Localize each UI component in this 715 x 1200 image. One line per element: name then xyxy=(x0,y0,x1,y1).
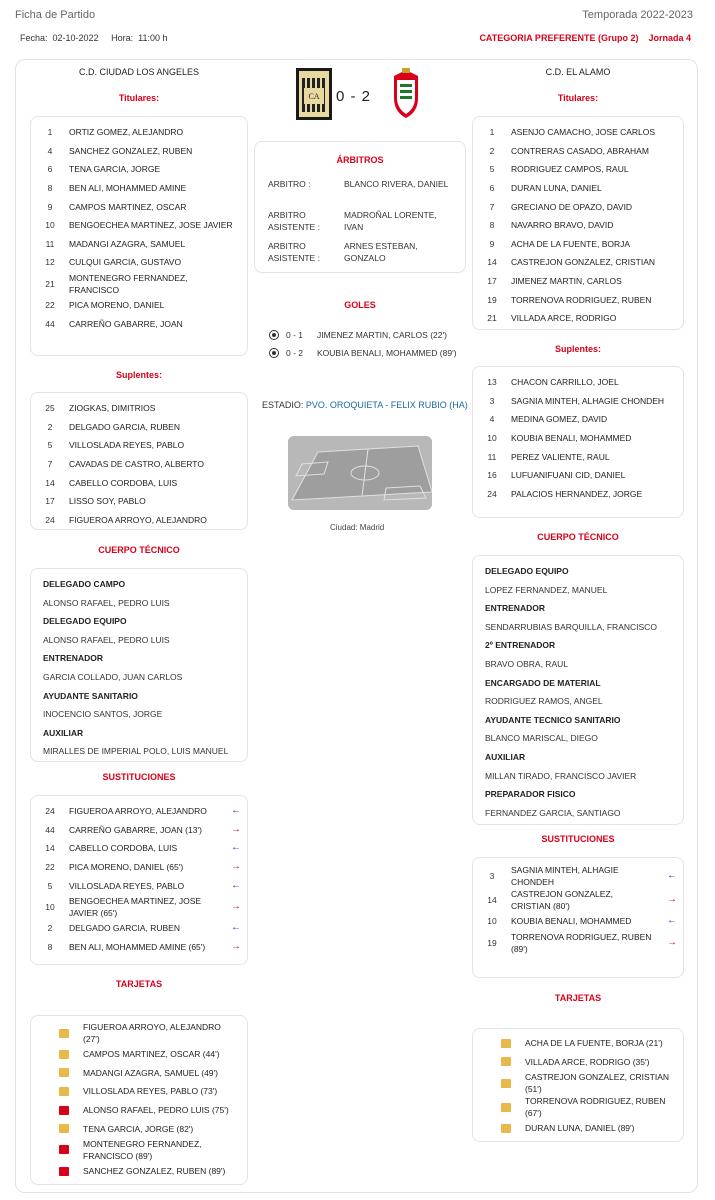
goals-title: GOLES xyxy=(344,300,376,310)
player-row[interactable] xyxy=(473,447,683,466)
yellow-card-icon xyxy=(501,1103,511,1112)
player-name: LUFUANIFUANI CID, DANIEL xyxy=(511,470,626,481)
date-time xyxy=(20,33,168,43)
player-name: VILLADA ARCE, RODRIGO xyxy=(511,313,617,324)
referee-role: ARBITRO ASISTENTE : xyxy=(268,241,320,263)
player-number: 10 xyxy=(487,916,497,927)
field-image xyxy=(288,436,432,510)
away-substitutions-box xyxy=(472,857,684,978)
arrow-left-icon: ← xyxy=(231,842,241,854)
player-row[interactable] xyxy=(473,272,683,291)
yellow-card-icon xyxy=(59,1050,69,1059)
staff-role: PREPARADOR FISICO xyxy=(485,789,576,800)
category: CATEGORIA PREFERENTE (Grupo 2) xyxy=(479,33,639,43)
player-row[interactable] xyxy=(31,399,247,418)
away-staff-title: CUERPO TÉCNICO xyxy=(537,532,619,542)
player-number: 24 xyxy=(45,514,55,525)
player-number: 14 xyxy=(487,257,497,268)
player-row[interactable] xyxy=(473,290,683,309)
player-name: CAMPOS MARTINEZ, OSCAR xyxy=(69,201,187,212)
home-cards-list xyxy=(31,1016,247,1181)
player-row[interactable] xyxy=(473,466,683,485)
player-name: MADANGI AZAGRA, SAMUEL xyxy=(69,238,186,249)
player-name: CASTREJON GONZALEZ, CRISTIAN xyxy=(511,257,656,268)
substitution-row xyxy=(473,912,683,931)
referees-list xyxy=(255,178,465,271)
substitution-row xyxy=(473,888,683,912)
home-starters-box xyxy=(30,116,248,356)
card-player-name: CAMPOS MARTINEZ, OSCAR (44') xyxy=(83,1049,220,1060)
substitution-row xyxy=(31,821,247,840)
player-number: 14 xyxy=(45,843,55,854)
player-name: ASENJO CAMACHO, JOSE CARLOS xyxy=(511,127,656,138)
substitution-row xyxy=(31,938,247,957)
player-row[interactable] xyxy=(473,123,683,142)
away-team-name: C.D. EL ALAMO xyxy=(545,67,611,77)
player-name: VILLOSLADA REYES, PABLO xyxy=(69,440,185,451)
goal-row xyxy=(254,326,466,344)
home-staff-title: CUERPO TÉCNICO xyxy=(98,545,180,555)
card-row xyxy=(31,1162,247,1181)
away-starters-list xyxy=(473,117,683,328)
player-name: BENGOECHEA MARTINEZ, JOSE JAVIER xyxy=(69,220,233,231)
player-row[interactable] xyxy=(473,179,683,198)
card-player-name: MONTENEGRO FERNANDEZ, FRANCISCO (89') xyxy=(83,1138,202,1161)
card-player-name: TENA GARCIA, JORGE (82') xyxy=(83,1123,194,1134)
player-name: DURAN LUNA, DANIEL xyxy=(511,183,602,194)
player-number: 21 xyxy=(45,278,55,289)
stadium-info xyxy=(262,400,468,410)
player-number: 11 xyxy=(45,238,55,249)
goal-row xyxy=(254,344,466,362)
player-number: 12 xyxy=(45,257,55,268)
player-name: PALACIOS HERNANDEZ, JORGE xyxy=(511,488,643,499)
arrow-right-icon: → xyxy=(231,823,241,835)
player-name: NAVARRO BRAVO, DAVID xyxy=(511,220,614,231)
player-number: 2 xyxy=(47,923,53,934)
match-score: 0 - 2 xyxy=(336,88,372,105)
player-number: 5 xyxy=(47,440,53,451)
player-number: 19 xyxy=(487,294,497,305)
card-player-name: VILLADA ARCE, RODRIGO (35') xyxy=(525,1056,650,1067)
player-number: 21 xyxy=(487,313,497,324)
player-name: JIMENEZ MARTIN, CARLOS xyxy=(511,276,622,287)
substitution-row xyxy=(31,895,247,919)
player-number: 4 xyxy=(489,414,495,425)
arrow-right-icon: → xyxy=(667,936,677,948)
player-row[interactable] xyxy=(31,253,247,272)
referee-name: MADROÑAL LORENTE, IVAN xyxy=(344,210,437,232)
staff-role: 2º ENTRENADOR xyxy=(485,640,556,651)
date-label: Fecha: xyxy=(20,33,48,43)
yellow-card-icon xyxy=(59,1124,69,1133)
player-name: PICA MORENO, DANIEL xyxy=(69,300,165,311)
player-name: PEREZ VALIENTE, RAUL xyxy=(511,451,610,462)
card-row xyxy=(473,1053,683,1072)
player-number: 2 xyxy=(47,421,53,432)
staff-name: LOPEZ FERNANDEZ, MANUEL xyxy=(485,584,608,595)
player-row[interactable] xyxy=(31,216,247,235)
player-number: 4 xyxy=(47,145,53,156)
away-staff-list xyxy=(473,556,683,822)
player-name: CARREÑO GABARRE, JOAN (13') xyxy=(69,824,202,835)
player-number: 5 xyxy=(47,880,53,891)
card-row xyxy=(473,1071,683,1095)
player-name: MONTENEGRO FERNANDEZ, FRANCISCO xyxy=(69,272,188,295)
arrow-right-icon: → xyxy=(231,900,241,912)
player-number: 22 xyxy=(45,862,55,873)
player-number: 10 xyxy=(45,220,55,231)
away-cards-title: TARJETAS xyxy=(554,993,602,1003)
player-name: RODRIGUEZ CAMPOS, RAUL xyxy=(511,164,629,175)
player-name: DELGADO GARCIA, RUBEN xyxy=(69,421,180,432)
player-name: ACHA DE LA FUENTE, BORJA xyxy=(511,238,631,249)
goal-score: 0 - 2 xyxy=(286,348,304,358)
player-row[interactable] xyxy=(31,235,247,254)
card-player-name: DURAN LUNA, DANIEL (89') xyxy=(525,1123,635,1134)
arrow-left-icon: ← xyxy=(667,870,677,881)
player-number: 14 xyxy=(45,477,55,488)
player-row[interactable] xyxy=(31,511,247,530)
substitution-row xyxy=(31,919,247,938)
home-staff-box xyxy=(30,568,248,762)
player-name: TORRENOVA RODRIGUEZ, RUBEN xyxy=(511,294,652,305)
player-name: CABELLO CORDOBA, LUIS xyxy=(69,477,178,488)
card-row xyxy=(31,1064,247,1083)
player-number: 13 xyxy=(487,377,497,388)
card-player-name: ACHA DE LA FUENTE, BORJA (21') xyxy=(525,1038,663,1049)
arrow-right-icon: → xyxy=(231,861,241,873)
player-number: 10 xyxy=(45,901,55,912)
player-row[interactable] xyxy=(31,314,247,333)
player-number: 8 xyxy=(47,183,53,194)
player-number: 6 xyxy=(489,183,495,194)
away-cards-list xyxy=(473,1029,683,1138)
yellow-card-icon xyxy=(501,1124,511,1133)
player-name: TENA GARCIA, JORGE xyxy=(69,164,161,175)
card-row xyxy=(31,1021,247,1045)
player-number: 24 xyxy=(45,806,55,817)
player-row[interactable] xyxy=(31,197,247,216)
player-name: FIGUEROA ARROYO, ALEJANDRO xyxy=(69,514,207,525)
player-row[interactable] xyxy=(473,429,683,448)
page-header xyxy=(0,0,715,55)
player-name: CASTREJON GONZALEZ, CRISTIAN (80') xyxy=(511,889,614,911)
card-player-name: ALONSO RAFAEL, PEDRO LUIS (75') xyxy=(83,1105,229,1116)
home-substitutions-list xyxy=(31,796,247,956)
staff-name: INOCENCIO SANTOS, JORGE xyxy=(43,709,163,720)
away-staff-box xyxy=(472,555,684,825)
category-round xyxy=(479,33,691,43)
referee-name: ARNES ESTEBAN, GONZALO xyxy=(344,241,418,263)
card-row xyxy=(473,1119,683,1138)
staff-name: MILLAN TIRADO, FRANCISCO JAVIER xyxy=(485,770,637,781)
home-staff-list xyxy=(31,569,247,761)
away-subs-title: Suplentes: xyxy=(554,344,601,354)
staff-role: ENCARGADO DE MATERIAL xyxy=(485,677,601,688)
red-card-icon xyxy=(59,1106,69,1115)
goal-score: 0 - 1 xyxy=(286,330,304,340)
staff-role: ENTRENADOR xyxy=(485,603,545,614)
stadium-link[interactable]: PVO. OROQUIETA - FELIX RUBIO (HA) xyxy=(305,400,468,410)
season-label: Temporada 2022-2023 xyxy=(582,9,693,21)
player-number: 16 xyxy=(487,470,497,481)
home-starters-list xyxy=(31,117,247,333)
staff-role: DELEGADO CAMPO xyxy=(43,579,126,589)
away-substitutions-list xyxy=(473,858,683,955)
stadium-label: ESTADIO: xyxy=(262,400,304,410)
player-name: FIGUEROA ARROYO, ALEJANDRO xyxy=(69,806,207,817)
player-row[interactable] xyxy=(31,436,247,455)
player-name: PICA MORENO, DANIEL (65') xyxy=(69,862,184,873)
substitution-row xyxy=(31,839,247,858)
referee-row xyxy=(255,209,465,240)
staff-name: ALONSO RAFAEL, PEDRO LUIS xyxy=(43,597,170,608)
card-row xyxy=(31,1138,247,1162)
card-player-name: SANCHEZ GONZALEZ, RUBEN (89') xyxy=(83,1166,226,1177)
player-number: 17 xyxy=(45,496,55,507)
referees-title: ÁRBITROS xyxy=(336,155,384,165)
player-row[interactable] xyxy=(31,492,247,511)
referee-row xyxy=(255,178,465,209)
substitution-row xyxy=(473,931,683,955)
player-name: KOUBIA BENALI, MOHAMMED xyxy=(511,433,632,444)
page-title: Ficha de Partido xyxy=(15,9,96,21)
arrow-left-icon: ← xyxy=(231,879,241,891)
staff-name: RODRIGUEZ RAMOS, ANGEL xyxy=(485,696,603,707)
player-row[interactable] xyxy=(473,160,683,179)
svg-text:CA: CA xyxy=(308,92,320,101)
card-player-name: VILLOSLADA REYES, PABLO (73') xyxy=(83,1086,218,1097)
card-row xyxy=(31,1101,247,1120)
player-number: 17 xyxy=(487,276,497,287)
home-subs-list xyxy=(31,393,247,529)
player-row[interactable] xyxy=(473,373,683,392)
player-name: CULQUI GARCIA, GUSTAVO xyxy=(69,257,182,268)
player-name: TORRENOVA RODRIGUEZ, RUBEN (89') xyxy=(511,931,652,954)
player-row[interactable] xyxy=(31,455,247,474)
player-row[interactable] xyxy=(31,142,247,161)
staff-role: ENTRENADOR xyxy=(43,653,103,664)
away-starters-box xyxy=(472,116,684,330)
player-number: 44 xyxy=(45,318,55,329)
player-number: 19 xyxy=(487,937,497,948)
home-team-name: C.D. CIUDAD LOS ANGELES xyxy=(78,67,200,77)
player-name: BENGOECHEA MARTINEZ, JOSE JAVIER (65') xyxy=(69,895,202,918)
substitution-row xyxy=(31,876,247,895)
player-number: 2 xyxy=(489,145,495,156)
player-row[interactable] xyxy=(31,418,247,437)
player-number: 9 xyxy=(47,201,53,212)
player-number: 3 xyxy=(489,395,495,406)
yellow-card-icon xyxy=(59,1029,69,1038)
home-cards-box xyxy=(30,1015,248,1185)
player-number: 14 xyxy=(487,895,497,905)
referee-row xyxy=(255,240,465,271)
away-subs-box xyxy=(472,366,684,518)
arrow-right-icon: → xyxy=(667,894,677,905)
player-number: 22 xyxy=(45,300,55,311)
player-name: ZIOGKAS, DIMITRIOS xyxy=(69,403,156,414)
yellow-card-icon xyxy=(59,1068,69,1077)
staff-role: AUXILIAR xyxy=(43,727,84,738)
player-name: SAGNIA MINTEH, ALHAGIE CHONDEH xyxy=(511,395,665,406)
home-subs-box xyxy=(30,392,248,530)
player-name: CONTRERAS CASADO, ABRAHAM xyxy=(511,145,649,156)
player-row[interactable] xyxy=(31,473,247,492)
player-row[interactable] xyxy=(473,142,683,161)
staff-name: BRAVO OBRA, RAUL xyxy=(485,658,568,669)
away-crest xyxy=(388,68,424,120)
staff-role: DELEGADO EQUIPO xyxy=(43,616,127,627)
away-substitutions-title: SUSTITUCIONES xyxy=(541,834,615,844)
staff-role: AYUDANTE SANITARIO xyxy=(43,690,138,701)
staff-name: FERNANDEZ GARCIA, SANTIAGO xyxy=(485,807,621,818)
ball-icon xyxy=(269,330,279,340)
player-row[interactable] xyxy=(473,253,683,272)
staff-name: BLANCO MARISCAL, DIEGO xyxy=(485,733,598,744)
player-number: 3 xyxy=(489,871,495,881)
player-name: VILLOSLADA REYES, PABLO xyxy=(69,880,185,891)
player-name: BEN ALI, MOHAMMED AMINE xyxy=(69,183,187,194)
red-card-icon xyxy=(59,1145,69,1154)
player-row[interactable] xyxy=(473,309,683,328)
player-number: 7 xyxy=(47,459,53,470)
player-name: GRECIANO DE OPAZO, DAVID xyxy=(511,201,633,212)
player-number: 11 xyxy=(487,451,497,462)
away-cards-box xyxy=(472,1028,684,1142)
city: Ciudad: Madrid xyxy=(330,523,385,532)
round: Jornada 4 xyxy=(648,33,691,43)
staff-role: DELEGADO EQUIPO xyxy=(485,566,569,576)
arrow-left-icon: ← xyxy=(231,805,241,817)
player-row[interactable] xyxy=(31,160,247,179)
staff-role: AUXILIAR xyxy=(485,751,526,762)
player-row[interactable] xyxy=(473,392,683,411)
home-cards-title: TARJETAS xyxy=(115,979,163,989)
match-date: 02-10-2022 xyxy=(52,33,99,43)
player-name: KOUBIA BENALI, MOHAMMED xyxy=(511,916,632,927)
referee-role: ARBITRO : xyxy=(268,179,311,189)
player-name: ORTIZ GOMEZ, ALEJANDRO xyxy=(69,127,184,138)
staff-name: SENDARRUBIAS BARQUILLA, FRANCISCO xyxy=(485,621,657,632)
player-number: 5 xyxy=(489,164,495,175)
card-row xyxy=(31,1119,247,1138)
home-crest xyxy=(296,68,332,120)
player-row[interactable] xyxy=(473,197,683,216)
player-row[interactable] xyxy=(31,272,247,296)
player-name: CABELLO CORDOBA, LUIS xyxy=(69,843,178,854)
card-row xyxy=(473,1095,683,1119)
home-substitutions-title: SUSTITUCIONES xyxy=(102,772,176,782)
player-row[interactable] xyxy=(31,179,247,198)
referees-box xyxy=(254,141,466,273)
player-row[interactable] xyxy=(473,235,683,254)
red-card-icon xyxy=(59,1167,69,1176)
card-player-name: MADANGI AZAGRA, SAMUEL (49') xyxy=(83,1067,218,1078)
player-number: 8 xyxy=(47,941,53,952)
time-label: Hora: xyxy=(111,33,134,43)
player-name: LISSO SOY, PABLO xyxy=(69,496,146,507)
home-subs-title: Suplentes: xyxy=(115,370,162,380)
player-number: 44 xyxy=(45,824,55,835)
arrow-right-icon: → xyxy=(231,940,241,952)
player-row[interactable] xyxy=(31,123,247,142)
substitution-row xyxy=(473,864,683,888)
referee-role: ARBITRO ASISTENTE : xyxy=(268,210,320,232)
card-player-name: FIGUEROA ARROYO, ALEJANDRO (27') xyxy=(83,1022,221,1044)
player-number: 1 xyxy=(47,127,53,138)
player-name: CHACON CARRILLO, JOEL xyxy=(511,377,619,388)
player-name: MEDINA GOMEZ, DAVID xyxy=(511,414,608,425)
card-player-name: CASTREJON GONZALEZ, CRISTIAN (51') xyxy=(525,1072,670,1095)
goals-list xyxy=(254,326,466,362)
staff-role: AYUDANTE TECNICO SANITARIO xyxy=(485,714,621,725)
player-number: 8 xyxy=(489,220,495,231)
staff-name: GARCIA COLLADO, JUAN CARLOS xyxy=(43,671,183,682)
goal-scorer: JIMENEZ MARTIN, CARLOS (22') xyxy=(317,330,447,340)
staff-name: MIRALLES DE IMPERIAL POLO, LUIS MANUEL xyxy=(43,746,229,757)
player-row[interactable] xyxy=(31,296,247,315)
player-name: CARREÑO GABARRE, JOAN xyxy=(69,318,183,329)
player-row[interactable] xyxy=(473,410,683,429)
player-name: DELGADO GARCIA, RUBEN xyxy=(69,923,180,934)
home-starters-title: Titulares: xyxy=(118,93,160,103)
arrow-left-icon: ← xyxy=(667,915,677,927)
substitution-row xyxy=(31,802,247,821)
yellow-card-icon xyxy=(59,1087,69,1096)
match-time: 11:00 h xyxy=(138,33,168,43)
player-number: 24 xyxy=(487,488,497,499)
player-name: BEN ALI, MOHAMMED AMINE (65') xyxy=(69,941,206,952)
player-name: SAGNIA MINTEH, ALHAGIE CHONDEH xyxy=(511,865,619,887)
card-row xyxy=(31,1045,247,1064)
player-number: 10 xyxy=(487,433,497,444)
arrow-left-icon: ← xyxy=(231,922,241,934)
away-subs-list xyxy=(473,367,683,503)
player-number: 25 xyxy=(45,403,55,414)
yellow-card-icon xyxy=(501,1057,511,1066)
substitution-row xyxy=(31,858,247,877)
staff-name: ALONSO RAFAEL, PEDRO LUIS xyxy=(43,634,170,645)
yellow-card-icon xyxy=(501,1039,511,1048)
player-name: SANCHEZ GONZALEZ, RUBEN xyxy=(69,145,193,156)
player-number: 1 xyxy=(489,127,495,138)
yellow-card-icon xyxy=(501,1079,511,1088)
player-row[interactable] xyxy=(473,216,683,235)
player-number: 6 xyxy=(47,164,53,175)
ball-icon xyxy=(269,348,279,358)
goal-scorer: KOUBIA BENALI, MOHAMMED (89') xyxy=(317,348,457,358)
home-substitutions-box xyxy=(30,795,248,965)
player-row[interactable] xyxy=(473,485,683,504)
away-starters-title: Titulares: xyxy=(557,93,599,103)
player-number: 7 xyxy=(489,201,495,212)
referee-name: BLANCO RIVERA, DANIEL xyxy=(344,179,449,189)
card-row xyxy=(473,1034,683,1053)
card-row xyxy=(31,1082,247,1101)
player-number: 9 xyxy=(489,238,495,249)
player-name: CAVADAS DE CASTRO, ALBERTO xyxy=(69,459,204,470)
card-player-name: TORRENOVA RODRIGUEZ, RUBEN (67') xyxy=(525,1096,666,1119)
